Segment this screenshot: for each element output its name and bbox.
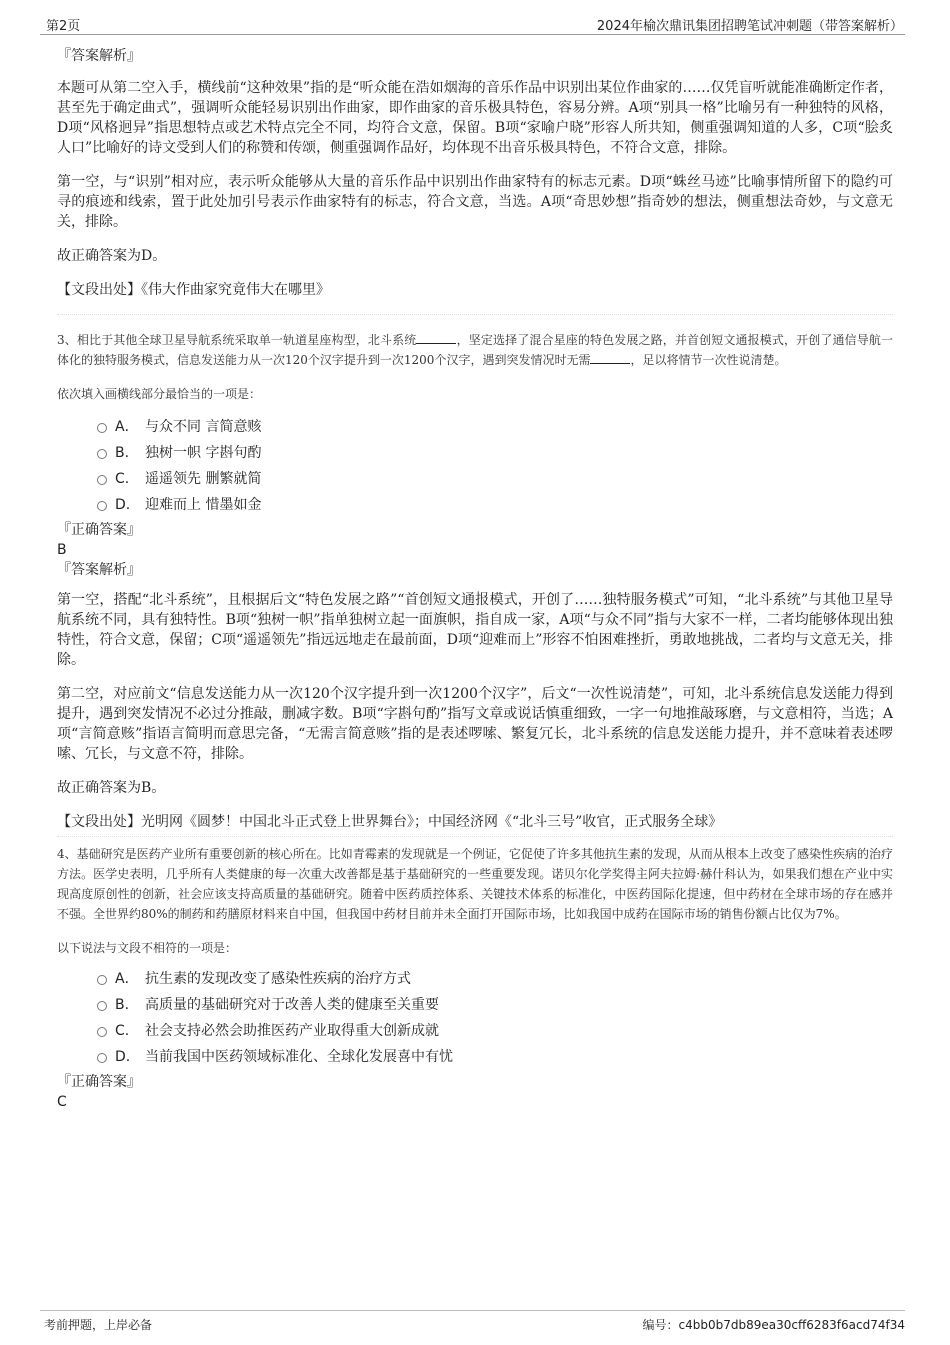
radio-button[interactable] [97,475,107,485]
stem-part: ，足以将情节一次性说清楚。 [630,353,787,367]
source-citation: 【文段出处】光明网《圆梦！中国北斗正式登上世界舞台》；中国经济网《“北斗三号”收官，正式服务全球》 [57,814,723,830]
answer-label: 『正确答案』 [57,522,141,538]
stem-part: ，坚定选择了混合星座的特色发展之路，并首创短文通报模式，开创了通信导航一体化的独特服务模式，信息发送能力从一次120个汉字提升到一次1200个汉字，遇到突发情况时无需 [57,333,893,367]
conclusion: 故正确答案为D。 [57,248,167,264]
option-c[interactable]: C. 遥遥领先 删繁就简 [57,466,893,492]
option-list [57,414,893,518]
option-d[interactable]: D. 当前我国中医药领域标准化、全球化发展喜中有忧 [57,1044,893,1070]
page-footer [40,1310,905,1335]
option-b[interactable]: B. 高质量的基础研究对于改善人类的健康至关重要 [57,992,893,1018]
radio-button[interactable] [97,449,107,459]
option-c[interactable]: C. 社会支持必然会助推医药产业取得重大创新成就 [57,1018,893,1044]
page-header [40,12,905,35]
document-id: 编号：c4bb0b7db89ea30cff6283f6acd74f34 [642,1318,905,1332]
correct-answer: C [57,1094,67,1110]
question-prompt: 以下说法与文段不相符的一项是： [57,941,238,955]
source-citation: 【文段出处】《伟大作曲家究竟伟大在哪里》 [57,282,330,298]
option-list [57,966,893,1070]
radio-button[interactable] [97,1027,107,1037]
footer-slogan: 考前押题，上岸必备 [44,1318,153,1332]
analysis-paragraph: 本题可从第二空入手，横线前“这种效果”指的是“听众能在浩如烟海的音乐作品中识别出某位作曲家的……仅凭盲听就能准确断定作者，甚至先于确定曲式”，强调听众能轻易识别出作曲家，即作曲家的音乐极具特色，容易分辨。A项“别具一格”比喻另有一种独特的风格，D项“风格迥异”指思想特点或艺术特点完全不同，均符合文意，保留。B项“家喻户晓”形容人所共知，侧重强调知道的人多，C项“脍炙人口”比喻好的诗文受到人们的称赞和传颂，侧重强调作品好，均体现不出音乐极具特色，不符合文意，排除。 [57,80,893,156]
radio-button[interactable] [97,975,107,985]
correct-answer: B [57,542,67,558]
option-b[interactable]: B. 独树一帜 字斟句酌 [57,440,893,466]
question-stem: 4、基础研究是医药产业所有重要创新的核心所在。比如青霉素的发现就是一个例证，它促使了许多其他抗生素的发现，从而从根本上改变了感染性疾病的治疗方法。医学史表明，几乎所有人类健康的每一次重大改善都是基于基础研究的一些重要发现。诺贝尔化学奖得主阿夫拉姆·赫什科认为，如果我们想在产业中实现高度原创性的创新，社会应该支持高质量的基础研究。随着中医药质控体系、关键技术体系的标准化，中医药国际化提速，但中药材在全球市场的存在感并不强。全世界约80%的制药和药膳原材料来自中国，但我国中药材目前并未全面打开国际市场，比如我国中成药在国际市场的销售份额占比仅为7%。 [57,847,893,921]
question-prompt: 依次填入画横线部分最恰当的一项是： [57,387,262,401]
page-number: 第2页 [46,19,81,34]
option-a[interactable]: A． 与众不同 言简意赅 [57,414,893,440]
option-d[interactable]: D. 迎难而上 惜墨如金 [57,492,893,518]
radio-button[interactable] [97,1053,107,1063]
analysis-label: 『答案解析』 [57,562,141,578]
question-stem [57,330,893,370]
answer-label: 『正确答案』 [57,1074,141,1090]
analysis-label: 『答案解析』 [57,48,141,64]
analysis-paragraph: 第二空，对应前文“信息发送能力从一次120个汉字提升到一次1200个汉字”，后文“一次性说清楚”，可知，北斗系统信息发送能力得到提升，遇到突发情况不必过分推敲，删减字数。B项“字斟句酌”指写文章或说话慎重细致，一字一句地推敲琢磨，与文意相符，当选；A项“言简意赅”指语言简明而意思完备，“无需言简意赅”指的是表述啰嗦、繁复冗长，北斗系统的信息发送能力提升，并不意味着表述啰嗦、冗长，与文意不符，排除。 [57,686,893,762]
analysis-paragraph: 第一空，与“识别”相对应，表示听众能够从大量的音乐作品中识别出作曲家特有的标志元素。D项“蛛丝马迹”比喻事情所留下的隐约可寻的痕迹和线索，置于此处加引号表示作曲家特有的标志，符合文意，当选。A项“奇思妙想”指奇妙的想法，侧重想法奇妙，与文意无关，排除。 [57,174,893,230]
conclusion: 故正确答案为B。 [57,780,166,796]
analysis-paragraph: 第一空，搭配“北斗系统”，且根据后文“特色发展之路”“首创短文通报模式，开创了……独特服务模式”可知，“北斗系统”与其他卫星导航系统不同，具有独特性。B项“独树一帜”指单独树立起一面旗帜，指自成一家，A项“与众不同”指与大家不一样，二者均能够体现出独特性，符合文意，保留；C项“遥遥领先”指远远地走在最前面，D项“迎难而上”形容不怕困难挫折，勇敢地挑战，二者均与文意无关，排除。 [57,592,893,668]
radio-button[interactable] [97,501,107,511]
radio-button[interactable] [97,423,107,433]
option-a[interactable]: A． 抗生素的发现改变了感染性疾病的治疗方式 [57,966,893,992]
document-title: 2024年榆次鼎讯集团招聘笔试冲刺题（带答案解析） [596,19,903,34]
document-body [57,46,893,1112]
fill-blank [416,331,456,344]
stem-part: 3、相比于其他全球卫星导航系统采取单一轨道星座构型，北斗系统 [57,333,417,347]
fill-blank [590,351,630,364]
radio-button[interactable] [97,1001,107,1011]
